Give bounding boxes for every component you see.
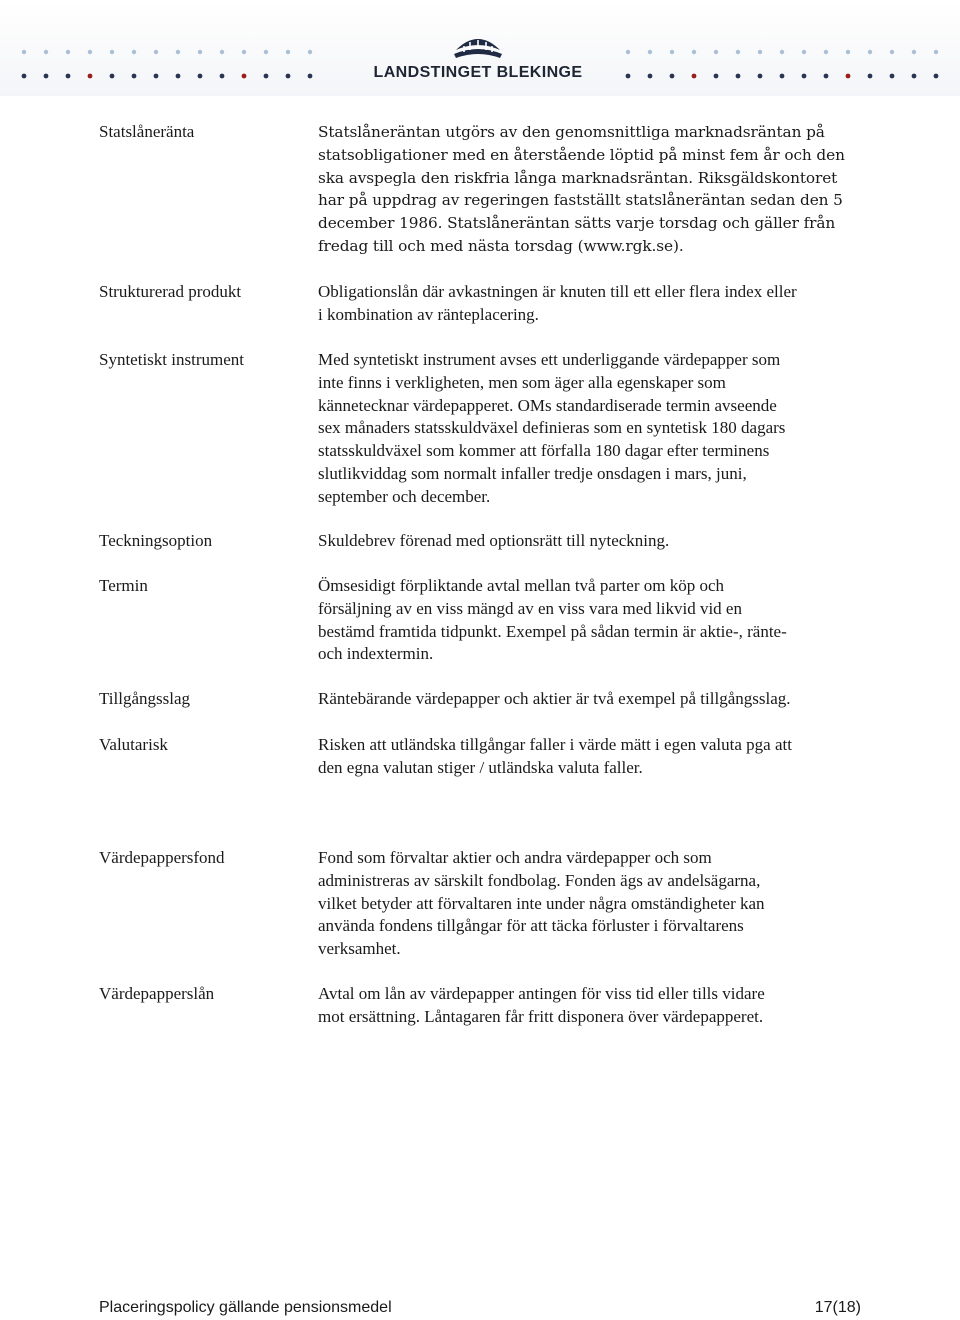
definition-line: december 1986. Statslåneräntan sätts varje torsdag och gäller från <box>318 214 836 233</box>
definition-line: Avtal om lån av värdepapper antingen för viss tid eller tills vidare <box>318 984 765 1003</box>
decor-dot <box>626 50 630 54</box>
decor-dot <box>132 50 136 54</box>
definition-line: slutlikviddag som normalt infaller tredje onsdagen i mars, juni, <box>318 463 747 483</box>
definition <box>318 349 866 509</box>
definition-line: vilket betyder att förvaltaren inte under några omständigheter kan <box>318 893 765 913</box>
definition-line: den egna valutan stiger / utländska valuta faller. <box>318 757 643 777</box>
decor-dot <box>154 50 158 54</box>
definition-line: fredag till och med nästa torsdag (www.rgk.se). <box>318 236 684 255</box>
decor-dot <box>824 50 828 54</box>
decor-dot <box>220 74 225 79</box>
decor-dot <box>626 74 631 79</box>
definition <box>318 983 866 1029</box>
definition-line: september och december. <box>318 486 491 506</box>
decor-dot <box>242 74 247 79</box>
logo-text: LANDSTINGET BLEKINGE <box>373 64 583 81</box>
decor-dot <box>890 50 894 54</box>
decor-dot <box>802 74 807 79</box>
page-number: 17(18) <box>814 1299 861 1316</box>
definition-line: statsskuldväxel som kommer att förfalla 180 dagar efter terminens <box>318 441 770 461</box>
definition-line: använda fondens tillgångar för att täcka förluster i förvaltarens <box>318 916 744 936</box>
decor-dot <box>66 74 71 79</box>
decor-dot <box>44 74 49 79</box>
definition-line: och indextermin. <box>318 644 434 664</box>
decor-dot <box>758 50 762 54</box>
page-header <box>0 0 960 96</box>
decor-dot <box>736 74 741 79</box>
decor-dot <box>176 74 181 79</box>
decor-dot <box>780 50 784 54</box>
definition <box>318 688 866 711</box>
decor-dot <box>670 50 674 54</box>
decor-dot <box>714 50 718 54</box>
decor-dot <box>308 50 312 54</box>
decor-dot <box>890 74 895 79</box>
decor-dot <box>242 50 246 54</box>
decor-dot <box>286 50 290 54</box>
decor-dot <box>846 50 850 54</box>
decor-dot <box>648 74 653 79</box>
decor-dot <box>912 74 917 79</box>
decor-dot <box>758 74 763 79</box>
term: Strukturerad produkt <box>99 282 242 301</box>
decor-dot <box>264 50 268 54</box>
definition-line: Risken att utländska tillgångar faller i värde mätt i egen valuta pga att <box>318 735 792 754</box>
decor-dot <box>22 50 26 54</box>
definition-line: Ömsesidigt förpliktande avtal mellan två parter om köp och <box>318 576 724 595</box>
definition <box>318 530 866 553</box>
landstinget-blekinge-logo <box>372 30 584 86</box>
term: Statslåneränta <box>99 122 195 141</box>
decor-dot <box>154 74 159 79</box>
definition-line: Fond som förvaltar aktier och andra värdepapper och som <box>318 848 712 867</box>
document-title: Placeringspolicy gällande pensionsmedel <box>99 1299 392 1316</box>
term: Syntetiskt instrument <box>99 350 244 369</box>
definition-line: verksamhet. <box>318 939 401 959</box>
decor-dot <box>670 74 675 79</box>
definition-line: Obligationslån där avkastningen är knuten till ett eller flera index eller <box>318 282 797 301</box>
decor-dot <box>912 50 916 54</box>
definition-line: inte finns i verkligheten, men som äger alla egenskaper som <box>318 372 726 392</box>
term: Värdepapperslån <box>99 984 215 1003</box>
definition-line: Skuldebrev förenad med optionsrätt till nyteckning. <box>318 531 670 550</box>
definition <box>318 575 866 666</box>
definition-line: kännetecknar värdepapperet. OMs standardiserade termin avseende <box>318 395 777 415</box>
decor-dot <box>868 50 872 54</box>
decor-dot <box>176 50 180 54</box>
definition-line: Med syntetiskt instrument avses ett underliggande värdepapper som <box>318 350 781 369</box>
decor-dot <box>780 74 785 79</box>
decor-dot <box>868 74 873 79</box>
decor-dot <box>66 50 70 54</box>
decor-dot <box>88 50 92 54</box>
definition-line: mot ersättning. Låntagaren får fritt disponera över värdepapperet. <box>318 1006 764 1026</box>
decor-dot <box>88 74 93 79</box>
definition-line: Statslåneräntan utgörs av den genomsnittliga marknadsräntan på <box>318 123 825 141</box>
definition-line: i kombination av ränteplacering. <box>318 304 539 324</box>
decor-dot <box>308 74 313 79</box>
decor-dot <box>110 50 114 54</box>
decor-dot <box>198 50 202 54</box>
decor-dot <box>264 74 269 79</box>
definition-line: sex månaders statsskuldväxel definieras som en syntetisk 180 dagars <box>318 418 786 438</box>
decor-dot <box>648 50 652 54</box>
term: Valutarisk <box>99 735 168 754</box>
term: Termin <box>99 576 148 595</box>
definition-line: statsobligationer med en återstående löptid på minst fem år och den <box>318 145 845 164</box>
decor-dot <box>110 74 115 79</box>
definition <box>318 734 866 780</box>
definition-line: har på uppdrag av regeringen fastställt statslåneräntan sedan den 5 <box>318 191 843 210</box>
decor-dot <box>692 50 696 54</box>
crown-ship-icon <box>450 30 506 62</box>
decor-dot <box>22 74 27 79</box>
term: Teckningsoption <box>99 531 213 550</box>
definition <box>318 847 866 961</box>
definition <box>318 281 866 327</box>
definition <box>318 121 866 258</box>
decor-dot <box>824 74 829 79</box>
definition-line: administreras av särskilt fondbolag. Fonden ägs av andelsägarna, <box>318 870 761 890</box>
term: Värdepappersfond <box>99 848 225 867</box>
decor-dot <box>198 74 203 79</box>
definition-line: bestämd framtida tidpunkt. Exempel på sådan termin är aktie-, ränte- <box>318 621 787 641</box>
decor-dot <box>934 50 938 54</box>
decor-dot <box>220 50 224 54</box>
decor-dot <box>714 74 719 79</box>
term: Tillgångsslag <box>99 689 191 708</box>
definition-line: försäljning av en viss mängd av en viss vara med likvid vid en <box>318 598 742 618</box>
decor-dot <box>44 50 48 54</box>
decor-dot <box>132 74 137 79</box>
decor-dot <box>692 74 697 79</box>
decor-dot <box>846 74 851 79</box>
decor-dot <box>934 74 939 79</box>
decor-dot <box>736 50 740 54</box>
decor-dot <box>802 50 806 54</box>
definition-line: Räntebärande värdepapper och aktier är två exempel på tillgångsslag. <box>318 689 791 708</box>
decor-dot <box>286 74 291 79</box>
definition-line: ska avspegla den riskfria långa marknadsräntan. Riksgäldskontoret <box>318 168 838 187</box>
